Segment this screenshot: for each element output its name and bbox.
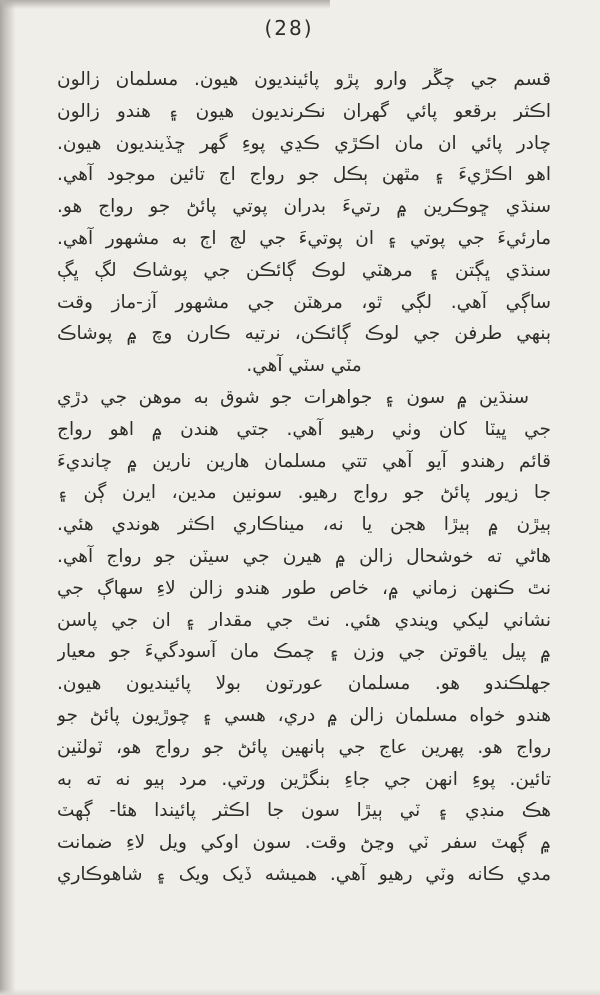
text-line: هندو خواه مسلمان زالن ۾ دري، هسي ۽ چوڙيون پائڻ جو (57, 704, 551, 726)
text-line: هاڻي ته خوشحال زالن ۾ هيرن جي سيٽن جو رواج آهي. (57, 545, 551, 567)
text-line: ۾ ڳهٽ سفر ٽي وڃڻ وقت. سون اوکي ويل لاءِ ضمانت (57, 832, 551, 854)
page-text (57, 64, 551, 891)
text-line: جي ڀيٽا کان وٺي رهيو آهي. جتي هندن ۾ اهو رواج (57, 418, 551, 440)
page-number: (28) (264, 16, 314, 40)
text-line: اڪثر برقعو پائي گهران نڪرنديون هيون ۽ هندو زالون (57, 100, 551, 122)
text-line: مارئيءَ جي پوتي ۽ ان پوتيءَ جي لڄ اڄ به مشهور آهي. (57, 227, 551, 249)
scan-edge-shadow-top (0, 0, 330, 9)
scan-edge-shadow-bottom (0, 989, 600, 995)
text-line: ۾ پيل ياقوتن جي وزن ۽ چمڪ مان آسودگيءَ جو معيار (57, 641, 551, 663)
text-line-paragraph-end: مٽي سٽي آهي. (246, 355, 362, 377)
text-line: نٿ ڪنهن زماني ۾، خاص طور هندو زالن لاءِ سهاڳ جي (57, 577, 551, 599)
text-line: ٻنهي طرفن جي لوڪ ڳائڪن، نرتيه ڪارن وچ ۾ پوشاڪ (57, 323, 551, 345)
text-line: نشاني ليکي ويندي هئي. نٿ جي مقدار ۽ ان جي پاسن (57, 609, 551, 631)
text-line: سنڌي ڇوڪرين ۾ رتيءَ بدران پوتي پائڻ جو رواج هو. (57, 196, 551, 218)
text-line: ساڳي آهي. لڳي ٿو، مرهٽن جي مشهور آز-ماز وقت (57, 291, 551, 313)
text-line: قسم جي چڱر وارو پڙو پائينديون هيون. مسلمان زالون (57, 69, 551, 90)
text-line: تائين. پوءِ انهن جي جاءِ بنگڙين ورتي. مرد ٻيو نه ته به (57, 768, 551, 790)
scan-edge-shadow-left (0, 0, 16, 995)
text-line: قائم رهندو آيو آهي تتي مسلمان هارين نارين ۾ چانديءَ (57, 450, 551, 472)
text-line: جا زيور پائڻ جو رواج رهيو. سونين مدين، ايرن ڳن ۽ (57, 482, 551, 504)
text-line: سنڌي ڀڳتن ۽ مرهٽي لوڪ ڳائڪن جي پوشاڪ لڳ ڀڳ (57, 259, 551, 281)
text-line: ٻيڙن ۾ ٻيڙا هجن يا نه، ميناڪاري اڪثر هوندي هئي. (57, 514, 551, 536)
text-line: جهلڪندو هو. مسلمان عورتون بولا پائينديون هيون. (57, 673, 551, 695)
text-line: چادر پائي ان مان اڪڙي ڪڍي پوءِ گهر ڇڏينديون هيون. (57, 132, 551, 154)
text-line-paragraph-start: سنڌين ۾ سون ۽ جواهرات جو شوق به موهن جي دڙي (57, 386, 529, 408)
text-line: اهو اڪڙيءَ ۽ مٿهن ٻڪل جو رواج اڄ تائين موجود آهي. (57, 164, 551, 186)
text-line: مدي ڪانه وٽي رهيو آهي. هميشه ڏيک ويک ۽ شاهوڪاري (57, 863, 551, 885)
text-line: رواج هو. پهرين عاج جي ٻانهين پائڻ جو رواج هو، ٽولٽين (57, 736, 551, 758)
text-line: هڪ منڊي ۽ ٽي ٻيڙا سون جا اڪثر پائيندا هئا- ڳهٽ (57, 800, 551, 822)
